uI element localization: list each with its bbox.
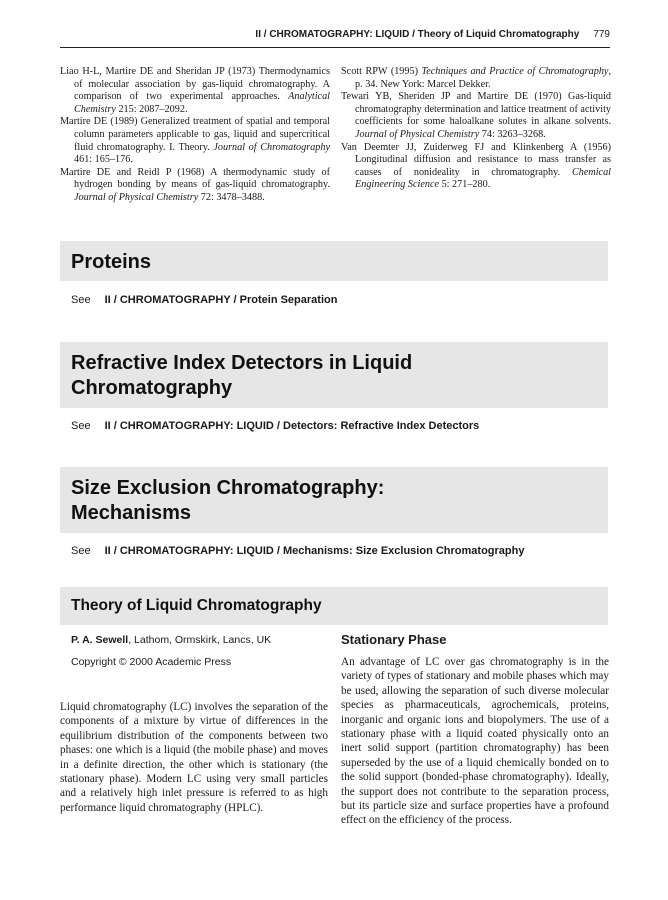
references-left-column: [60, 66, 330, 205]
reference-item: Tewari YB, Sheriden JP and Martire DE (1970) Gas-liquid chromatography determination and lattice treatment of activity coefficients for some haloalkane solutes in alkane solvents. Journal of Physical Chemistry 74: 3263–3268.: [341, 91, 611, 140]
copyright-line: Copyright © 2000 Academic Press: [71, 656, 232, 668]
running-head-title: II / CHROMATOGRAPHY: LIQUID / Theory of Liquid Chromatography: [255, 29, 580, 40]
section-heading-stationary-phase: Stationary Phase: [341, 632, 447, 647]
entry-title-proteins: Proteins: [71, 251, 152, 273]
see-label: See: [71, 545, 91, 557]
reference-item: Martire DE and Reidl P (1968) A thermodynamic study of hydrogen bonding by means of gas-liquid chromatography. Journal of Physical Chemistry 72: 3478–3488.: [60, 166, 330, 203]
see-label: See: [71, 420, 91, 432]
cross-reference-link[interactable]: II / CHROMATOGRAPHY / Protein Separation: [104, 294, 338, 306]
references-right-column: [341, 66, 611, 192]
entry-title-band-size-exclusion: [60, 467, 608, 533]
entry-title-band-proteins: [60, 241, 608, 281]
reference-item: Van Deemter JJ, Zuiderweg FJ and Klinkenberg A (1956) Longitudinal diffusion and resistance to mass transfer as causes of nonideality in chromatography. Chemical Engineering Science 5: 271–280.: [341, 141, 611, 191]
cross-reference-link[interactable]: II / CHROMATOGRAPHY: LIQUID / Detectors: Refractive Index Detectors: [104, 420, 480, 432]
author-affiliation: , Lathom, Ormskirk, Lancs, UK: [128, 634, 272, 646]
page-number: 779: [593, 29, 610, 40]
author-name: P. A. Sewell: [71, 634, 129, 646]
reference-item: Martire DE (1989) Generalized treatment of spatial and temporal column parameters applicable to gas, liquid and supercritical fluid chromatography. I. Theory. Journal of Chromatography 461: 165–176.: [60, 116, 331, 166]
entry-title-band-refractive-index: [60, 342, 608, 408]
author-line: [71, 634, 271, 646]
see-label: See: [71, 294, 91, 306]
entry-title-size-exclusion: Size Exclusion Chromatography: Mechanisms: [71, 477, 385, 524]
see-reference-proteins: [71, 294, 337, 306]
running-head: [230, 29, 610, 40]
reference-item: Scott RPW (1995) Techniques and Practice of Chromatography, p. 34. New York: Marcel Dekker.: [341, 66, 611, 90]
article-title-band: [60, 587, 608, 625]
header-rule: [60, 47, 610, 48]
stationary-phase-paragraph: An advantage of LC over gas chromatography is in the variety of types of stationary and mobile phases which may be used, allowing the separation of such diverse molecular species as pharmaceuticals, agrochemicals, proteins, inorganic and organic ions and biopolymers. The use of a stationary phase with a liquid coated physically onto an inert solid support (partition chromatography) has been superseded by the use of a liquid chemically bonded on to the solid support (bonded-phase chromatography). Ideally, the support does not contribute to the separation process, but its particle size and surface properties have a profound effect on the efficiency of the process.: [341, 656, 609, 827]
see-reference-size-exclusion: [71, 545, 524, 557]
intro-paragraph: Liquid chromatography (LC) involves the separation of the components of a mixture by virtue of differences in the equilibrium distribution of the components between two phases: one which is a liquid (the mobile phase) and moves in a definite direction, the other which is stationary (the stationary phase). Modern LC using very small particles and a relatively high inlet pressure is referred to as high performance liquid chromatography (HPLC).: [60, 701, 328, 814]
reference-item: Liao H-L, Martire DE and Sheridan JP (1973) Thermodynamics of molecular association by gas-liquid chromatography. A comparison of two experimental approaches. Analytical Chemistry 215: 2087–2092.: [60, 66, 330, 115]
cross-reference-link[interactable]: II / CHROMATOGRAPHY: LIQUID / Mechanisms: Size Exclusion Chromatography: [104, 545, 525, 557]
article-title: Theory of Liquid Chromatography: [71, 597, 322, 614]
entry-title-refractive-index: Refractive Index Detectors in Liquid Chromatography: [71, 352, 413, 399]
see-reference-refractive-index: [71, 420, 479, 432]
